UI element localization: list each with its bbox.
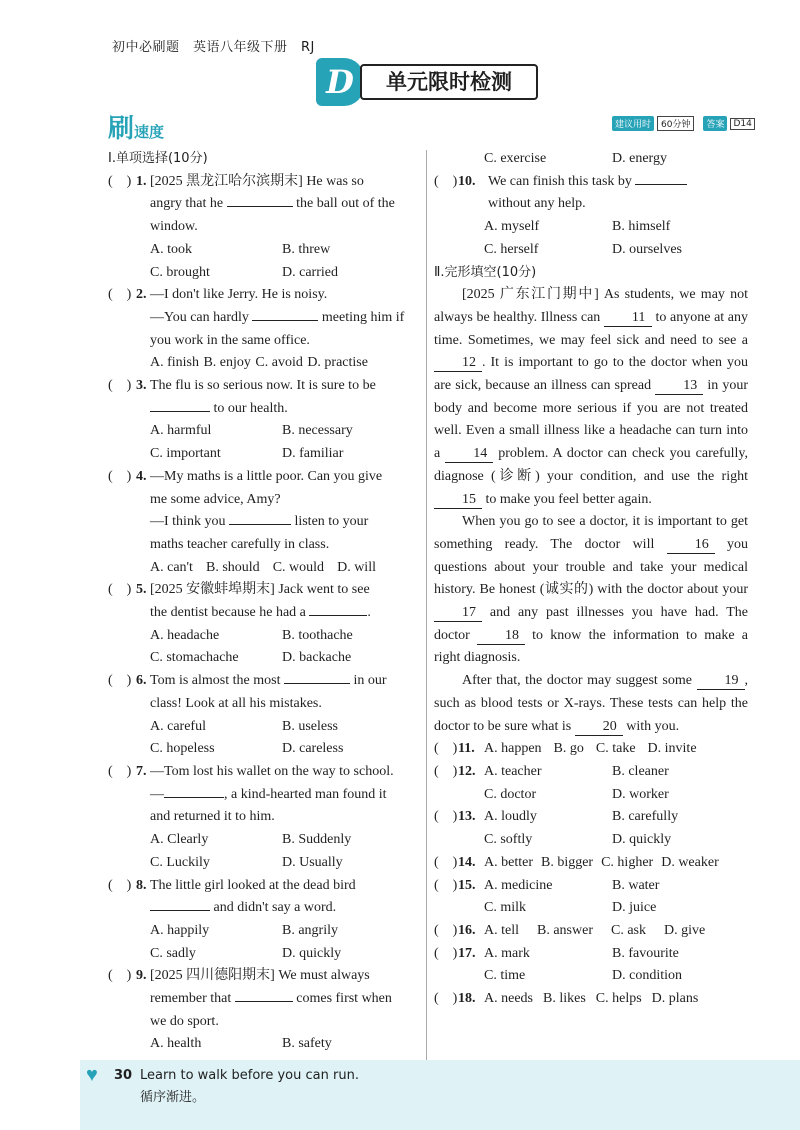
speed-heading (108, 108, 164, 145)
options (108, 647, 416, 670)
option[interactable]: C. ask (611, 922, 646, 938)
option[interactable]: C. sadly (150, 945, 196, 961)
option[interactable]: C. time (484, 968, 526, 984)
text: When you go to see a doctor, it is important to get something ready. The doctor will (434, 514, 748, 552)
option[interactable]: D. weaker (661, 854, 719, 870)
question-1 (108, 171, 416, 194)
option[interactable]: A. headache (150, 627, 220, 643)
answer-blank[interactable] (150, 411, 210, 412)
question-3 (108, 375, 416, 398)
speed-small: 速度 (134, 123, 165, 141)
options (108, 738, 416, 761)
section-title: Ⅰ.单项选择(10分) (108, 151, 208, 166)
blank-16[interactable]: 16 (667, 536, 715, 554)
question-number: 12. (458, 763, 476, 779)
text: with you. (626, 718, 680, 734)
option[interactable]: A. happily (150, 922, 210, 938)
option[interactable]: A. harmful (150, 423, 212, 439)
text: and didn't say a word. (213, 900, 337, 916)
question-17 (434, 943, 748, 966)
text: angry that he (150, 196, 224, 212)
question-text (108, 670, 416, 693)
option[interactable]: B. should (205, 559, 260, 575)
question-5 (108, 579, 416, 602)
question-text: The flu is so serious now. It is sure to be (150, 378, 376, 394)
text: and any past illnesses you have had. The doctor (434, 605, 749, 643)
text: After that, the doctor may suggest some (462, 673, 692, 689)
option[interactable]: B. cleaner (612, 763, 669, 779)
option[interactable]: A. medicine (484, 877, 553, 893)
answer-paren[interactable]: ( ) (108, 378, 132, 394)
banner-title: 单元限时检测 (360, 64, 538, 100)
options (108, 852, 416, 875)
time-badge (612, 116, 755, 131)
text: you questions about your trouble and take your medical history. Be honest (诚实的) with the doctor about your (434, 536, 749, 598)
left-column (108, 148, 416, 1056)
option[interactable]: A. teacher (484, 763, 542, 779)
option[interactable]: B. answer (537, 922, 593, 938)
options (434, 897, 748, 920)
answer-paren[interactable]: ( ) (434, 991, 458, 1007)
question-text (108, 398, 416, 421)
question-10 (434, 171, 748, 194)
options (108, 716, 416, 739)
question-text (108, 193, 416, 216)
answer-paren[interactable]: ( ) (108, 287, 132, 303)
text: —You can hardly (150, 309, 249, 325)
answer-paren[interactable]: ( ) (108, 582, 132, 598)
motto-chinese: 循序渐进。 (140, 1090, 206, 1105)
motto-english: Learn to walk before you can run. (140, 1068, 359, 1083)
text: , a kind-hearted man found it (224, 786, 387, 802)
option[interactable]: D. give (664, 922, 706, 938)
answer-label: 答案 (703, 116, 727, 131)
question-text: window. (150, 219, 198, 235)
text: —I think you (150, 514, 226, 530)
question-text (108, 784, 416, 807)
answer-paren[interactable]: ( ) (108, 173, 132, 189)
question-16 (434, 920, 748, 943)
option[interactable]: A. Clearly (150, 832, 209, 848)
question-number: 5. (136, 582, 147, 598)
option[interactable]: B. bigger (540, 854, 594, 870)
text: problem. A doctor can check you carefully, diagnose (诊断) your condition, and use the right (434, 446, 748, 484)
answer-paren[interactable]: ( ) (434, 173, 458, 189)
option[interactable]: B. Suddenly (282, 832, 352, 848)
option[interactable]: D. backache (282, 650, 352, 666)
option[interactable]: B. go (553, 741, 584, 757)
option[interactable]: A. health (150, 1036, 202, 1052)
question-7 (108, 761, 416, 784)
option[interactable]: D. invite (647, 741, 697, 757)
answer-blank[interactable] (635, 184, 687, 185)
question-18 (434, 988, 748, 1011)
text: in our (353, 673, 387, 689)
text: Tom is almost the most (150, 673, 281, 689)
cloze-paragraph-1 (434, 284, 748, 511)
option[interactable]: D. familiar (282, 446, 344, 462)
question-text: maths teacher carefully in class. (150, 536, 330, 552)
question-number: 1. (136, 173, 147, 189)
option[interactable]: C. stomachache (150, 650, 239, 666)
balloon-icon: ♥ (86, 1064, 98, 1086)
option[interactable]: B. favourite (612, 945, 679, 961)
answer-blank[interactable] (252, 320, 318, 321)
options (108, 557, 376, 580)
answer-blank[interactable] (284, 683, 350, 684)
option[interactable]: C. would (272, 559, 325, 575)
text: . (367, 605, 371, 621)
question-text: —Tom lost his wallet on the way to school. (150, 763, 394, 779)
question-text: [2025 四川德阳期末] We must always (150, 968, 370, 984)
options (108, 943, 416, 966)
unit-test-banner (316, 58, 538, 100)
option[interactable]: C. Luckily (150, 854, 210, 870)
option[interactable]: A. can't (150, 559, 193, 575)
option[interactable]: C. helps (595, 991, 642, 1007)
text: the ball out of the (296, 196, 395, 212)
answer-blank[interactable] (235, 1001, 293, 1002)
text: listen to your (294, 514, 369, 530)
options (108, 625, 416, 648)
blank-19[interactable]: 19 (697, 672, 745, 690)
option[interactable]: C. brought (150, 264, 210, 280)
question-12 (434, 761, 748, 784)
option[interactable]: A. finish (150, 355, 199, 371)
option[interactable]: D. ourselves (612, 241, 682, 257)
question-text (434, 171, 748, 194)
options (108, 920, 416, 943)
answer-page: D14 (730, 118, 754, 130)
question-text (108, 307, 416, 330)
answer-paren[interactable]: ( ) (434, 945, 458, 961)
text: to our health. (213, 400, 288, 416)
option[interactable]: B. likes (543, 991, 586, 1007)
blank-17[interactable]: 17 (434, 604, 482, 622)
options (434, 239, 748, 262)
answer-paren[interactable]: ( ) (434, 763, 458, 779)
option[interactable]: A. tell (484, 922, 519, 938)
text: meeting him if (321, 309, 405, 325)
question-number: 17. (458, 945, 476, 961)
options (108, 1033, 416, 1056)
option[interactable]: C. softly (484, 832, 533, 848)
option[interactable]: C. milk (484, 900, 527, 916)
option[interactable]: C. avoid (255, 355, 303, 371)
answer-blank[interactable] (164, 797, 224, 798)
column-divider (426, 150, 427, 1060)
options (434, 965, 748, 988)
options (434, 784, 748, 807)
right-column (434, 148, 748, 1011)
option[interactable]: D. will (337, 559, 376, 575)
blank-14[interactable]: 14 (445, 445, 493, 463)
question-text: —My maths is a little poor. Can you give (150, 468, 383, 484)
answer-paren[interactable]: ( ) (434, 809, 458, 825)
question-number: 18. (458, 991, 476, 1007)
text: to anyone at any time. Sometimes, we may feel sick and need to see a (434, 309, 748, 348)
option[interactable]: D. carried (282, 264, 338, 280)
option[interactable]: C. take (595, 741, 636, 757)
question-text (108, 511, 416, 534)
text: [2025 广东江门期中] As students, we may not always be healthy. Illness can (434, 287, 748, 325)
option[interactable]: B. threw (282, 241, 331, 257)
blank-15[interactable]: 15 (434, 491, 482, 509)
text: to know the information to make a right diagnosis. (434, 627, 748, 666)
options (434, 216, 748, 239)
option[interactable]: B. safety (282, 1036, 332, 1052)
banner-letter-icon: D (316, 58, 364, 106)
answer-blank[interactable] (150, 910, 210, 911)
option[interactable]: D. energy (612, 151, 667, 166)
option[interactable]: A. happen (484, 741, 542, 757)
answer-blank[interactable] (309, 615, 367, 616)
option[interactable]: D. Usually (282, 854, 343, 870)
question-number: 4. (136, 468, 147, 484)
options (434, 829, 748, 852)
question-text: you work in the same office. (150, 332, 310, 348)
question-number: 6. (136, 673, 147, 689)
blank-12[interactable]: 12 (434, 354, 482, 372)
option[interactable]: C. hopeless (150, 741, 215, 757)
question-number: 13. (458, 809, 476, 825)
question-14 (434, 852, 748, 875)
answer-blank[interactable] (229, 524, 291, 525)
question-number: 11. (458, 741, 475, 757)
option[interactable]: A. careful (150, 718, 206, 734)
options (108, 829, 416, 852)
text: the dentist because he had a (150, 605, 306, 621)
options (108, 352, 368, 375)
option[interactable]: D. worker (612, 786, 669, 802)
question-text: and returned it to him. (150, 809, 275, 825)
question-number: 2. (136, 287, 147, 303)
option[interactable]: A. needs (484, 991, 533, 1007)
answer-paren[interactable]: ( ) (108, 468, 132, 484)
option[interactable]: C. higher (601, 854, 654, 870)
option[interactable]: A. better (484, 854, 533, 870)
text: comes first when (296, 991, 392, 1007)
option[interactable]: A. loudly (484, 809, 537, 825)
text: , such as blood tests or X-rays. These tests can help the doctor to be sure what is (434, 673, 748, 734)
question-number: 7. (136, 763, 147, 779)
question-number: 3. (136, 378, 147, 394)
question-text: —I don't like Jerry. He is noisy. (150, 287, 328, 303)
question-8 (108, 875, 416, 898)
question-text: without any help. (488, 196, 586, 212)
option[interactable]: B. carefully (612, 809, 679, 825)
options (108, 239, 416, 262)
text: to make you feel better again. (485, 491, 652, 507)
option[interactable]: D. plans (651, 991, 699, 1007)
question-15 (434, 875, 748, 898)
options (108, 443, 416, 466)
options (108, 262, 416, 285)
question-text: [2025 黑龙江哈尔滨期末] He was so (150, 173, 364, 189)
option[interactable]: C. doctor (484, 786, 537, 802)
speed-big: 刷 (108, 114, 135, 144)
option[interactable]: B. necessary (282, 423, 353, 439)
cloze-paragraph-3 (434, 670, 748, 738)
blank-13[interactable]: 13 (655, 377, 703, 395)
answer-paren[interactable]: ( ) (434, 741, 458, 757)
question-text: me some advice, Amy? (150, 491, 281, 507)
blank-11[interactable]: 11 (604, 309, 652, 327)
question-number: 9. (136, 968, 147, 984)
answer-paren[interactable]: ( ) (434, 922, 458, 938)
option[interactable]: C. exercise (484, 151, 547, 166)
option[interactable]: A. myself (484, 219, 540, 235)
question-number: 16. (458, 922, 476, 938)
answer-paren[interactable]: ( ) (434, 854, 458, 870)
text: in your body and become more serious if you are not treated well. Even a small illness like a headache can turn into a (434, 378, 749, 462)
option[interactable]: B. angrily (282, 922, 338, 938)
option[interactable]: D. practise (307, 355, 368, 371)
question-text (108, 602, 416, 625)
question-11 (434, 738, 748, 761)
option[interactable]: D. juice (612, 900, 657, 916)
answer-paren[interactable]: ( ) (434, 877, 458, 893)
option[interactable]: C. important (150, 446, 221, 462)
option[interactable]: A. took (150, 241, 192, 257)
question-2 (108, 284, 416, 307)
text: remember that (150, 991, 232, 1007)
question-9 (108, 965, 416, 988)
options (434, 148, 748, 171)
question-text (108, 897, 416, 920)
options (108, 420, 416, 443)
question-6 (108, 670, 416, 693)
option[interactable]: B. water (612, 877, 660, 893)
question-number: 14. (458, 854, 476, 870)
question-text: class! Look at all his mistakes. (150, 695, 322, 711)
question-13 (434, 806, 748, 829)
question-number: 10. (458, 173, 476, 189)
question-text: we do sport. (150, 1013, 219, 1029)
option[interactable]: B. useless (282, 718, 338, 734)
section-title: Ⅱ.完形填空(10分) (434, 264, 537, 280)
option[interactable]: D. quickly (612, 832, 672, 848)
question-text: The little girl looked at the dead bird (150, 877, 356, 893)
option[interactable]: D. careless (282, 741, 344, 757)
option[interactable]: B. toothache (282, 627, 353, 643)
blank-18[interactable]: 18 (477, 627, 525, 645)
answer-blank[interactable] (227, 206, 293, 207)
text: — (150, 786, 164, 802)
text: . It is important to go to the doctor when you are sick, because an illness can spread (434, 355, 748, 394)
answer-paren[interactable]: ( ) (108, 877, 132, 893)
question-text: [2025 安徽蚌埠期末] Jack went to see (150, 582, 370, 598)
option[interactable]: D. quickly (282, 945, 342, 961)
question-number: 15. (458, 877, 476, 893)
page-number: 30 (114, 1068, 133, 1083)
time-label: 建议用时 (612, 116, 654, 131)
cloze-paragraph-2 (434, 511, 748, 670)
option[interactable]: D. condition (612, 968, 682, 984)
question-text (108, 988, 416, 1011)
question-number: 8. (136, 877, 147, 893)
question-4 (108, 466, 416, 489)
book-title: 初中必刷题 英语八年级下册 RJ (112, 40, 315, 55)
time-value: 60分钟 (657, 116, 694, 131)
text: We can finish this task by (488, 173, 632, 189)
answer-paren[interactable]: ( ) (108, 968, 132, 984)
blank-20[interactable]: 20 (575, 718, 623, 736)
option[interactable]: B. enjoy (203, 355, 251, 371)
answer-paren[interactable]: ( ) (108, 673, 132, 689)
option[interactable]: B. himself (612, 219, 671, 235)
option[interactable]: A. mark (484, 945, 530, 961)
option[interactable]: C. herself (484, 241, 539, 257)
answer-paren[interactable]: ( ) (108, 763, 132, 779)
